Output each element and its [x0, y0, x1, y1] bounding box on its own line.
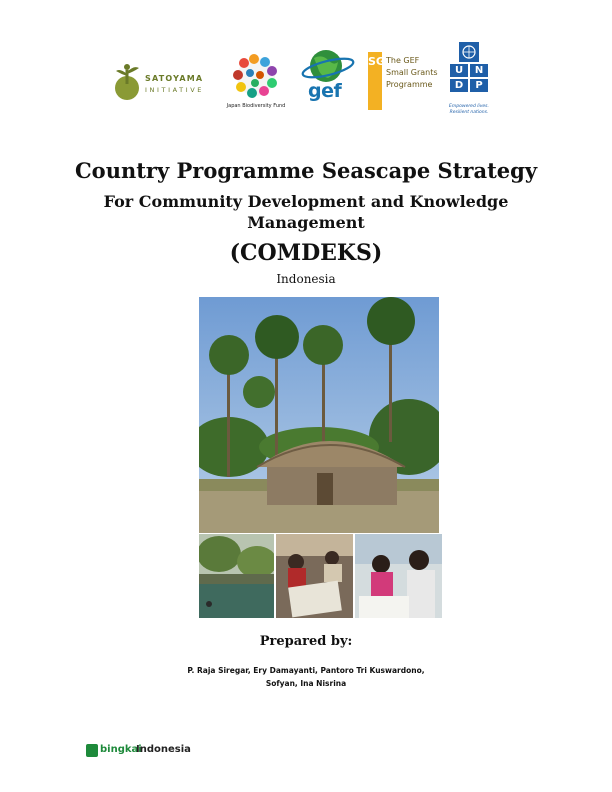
sgp-logo [368, 52, 446, 112]
prepared-by-label: Prepared by: [259, 634, 353, 649]
satoyama-line1: SATOYAMA [145, 74, 204, 83]
partner-logo-row [0, 38, 612, 118]
author-list [150, 664, 462, 690]
sgp-letter-bar [368, 52, 394, 110]
undp-tagline [445, 104, 493, 116]
biodiversity-animals-icon [220, 51, 292, 101]
bingkai-square-icon [86, 744, 98, 757]
sgp-line3: Programme [386, 80, 433, 89]
brand-part2: Indonesia [136, 744, 191, 755]
document-title: Country Programme Seascape Strategy [74, 158, 538, 183]
satoyama-tree-icon [112, 62, 142, 102]
undp-tagline-line2: Resilient nations. [449, 110, 489, 115]
brand-part1: bingkai [100, 744, 142, 755]
undp-letter-u: U [450, 64, 468, 77]
programme-acronym: (COMDEKS) [229, 240, 383, 266]
cover-photo-thatched-hut [199, 297, 439, 533]
photo-meeting-participants [355, 534, 442, 618]
country-name: Indonesia [276, 272, 336, 286]
un-emblem-icon [459, 42, 479, 62]
undp-letter-d: D [450, 79, 468, 92]
sgp-letters: SGP [368, 55, 394, 68]
jbf-caption: Japan Biodiversity Fund [226, 103, 286, 109]
undp-letter-p: P [470, 79, 488, 92]
photo-mangrove-water [199, 534, 274, 618]
satoyama-initiative-logo [112, 58, 212, 108]
author-line-2: Sofyan, Ina Nisrina [265, 679, 347, 688]
sgp-line2: Small Grants [386, 68, 438, 77]
undp-tagline-line1: Empowered lives. [449, 104, 489, 109]
author-line-1: P. Raja Siregar, Ery Damayanti, Pantoro Tri Kuswardono, [187, 666, 425, 675]
photo-community-workshop [276, 534, 353, 618]
document-subtitle: For Community Development and Knowledge Management [103, 192, 509, 232]
undp-logo [449, 42, 489, 118]
gef-wordmark: gef [308, 80, 342, 102]
japan-biodiversity-fund-logo [220, 51, 292, 113]
gef-logo [298, 48, 358, 112]
undp-letter-n: N [470, 64, 488, 77]
satoyama-line2: INITIATIVE [145, 86, 204, 94]
sgp-line1: The GEF [386, 56, 420, 65]
